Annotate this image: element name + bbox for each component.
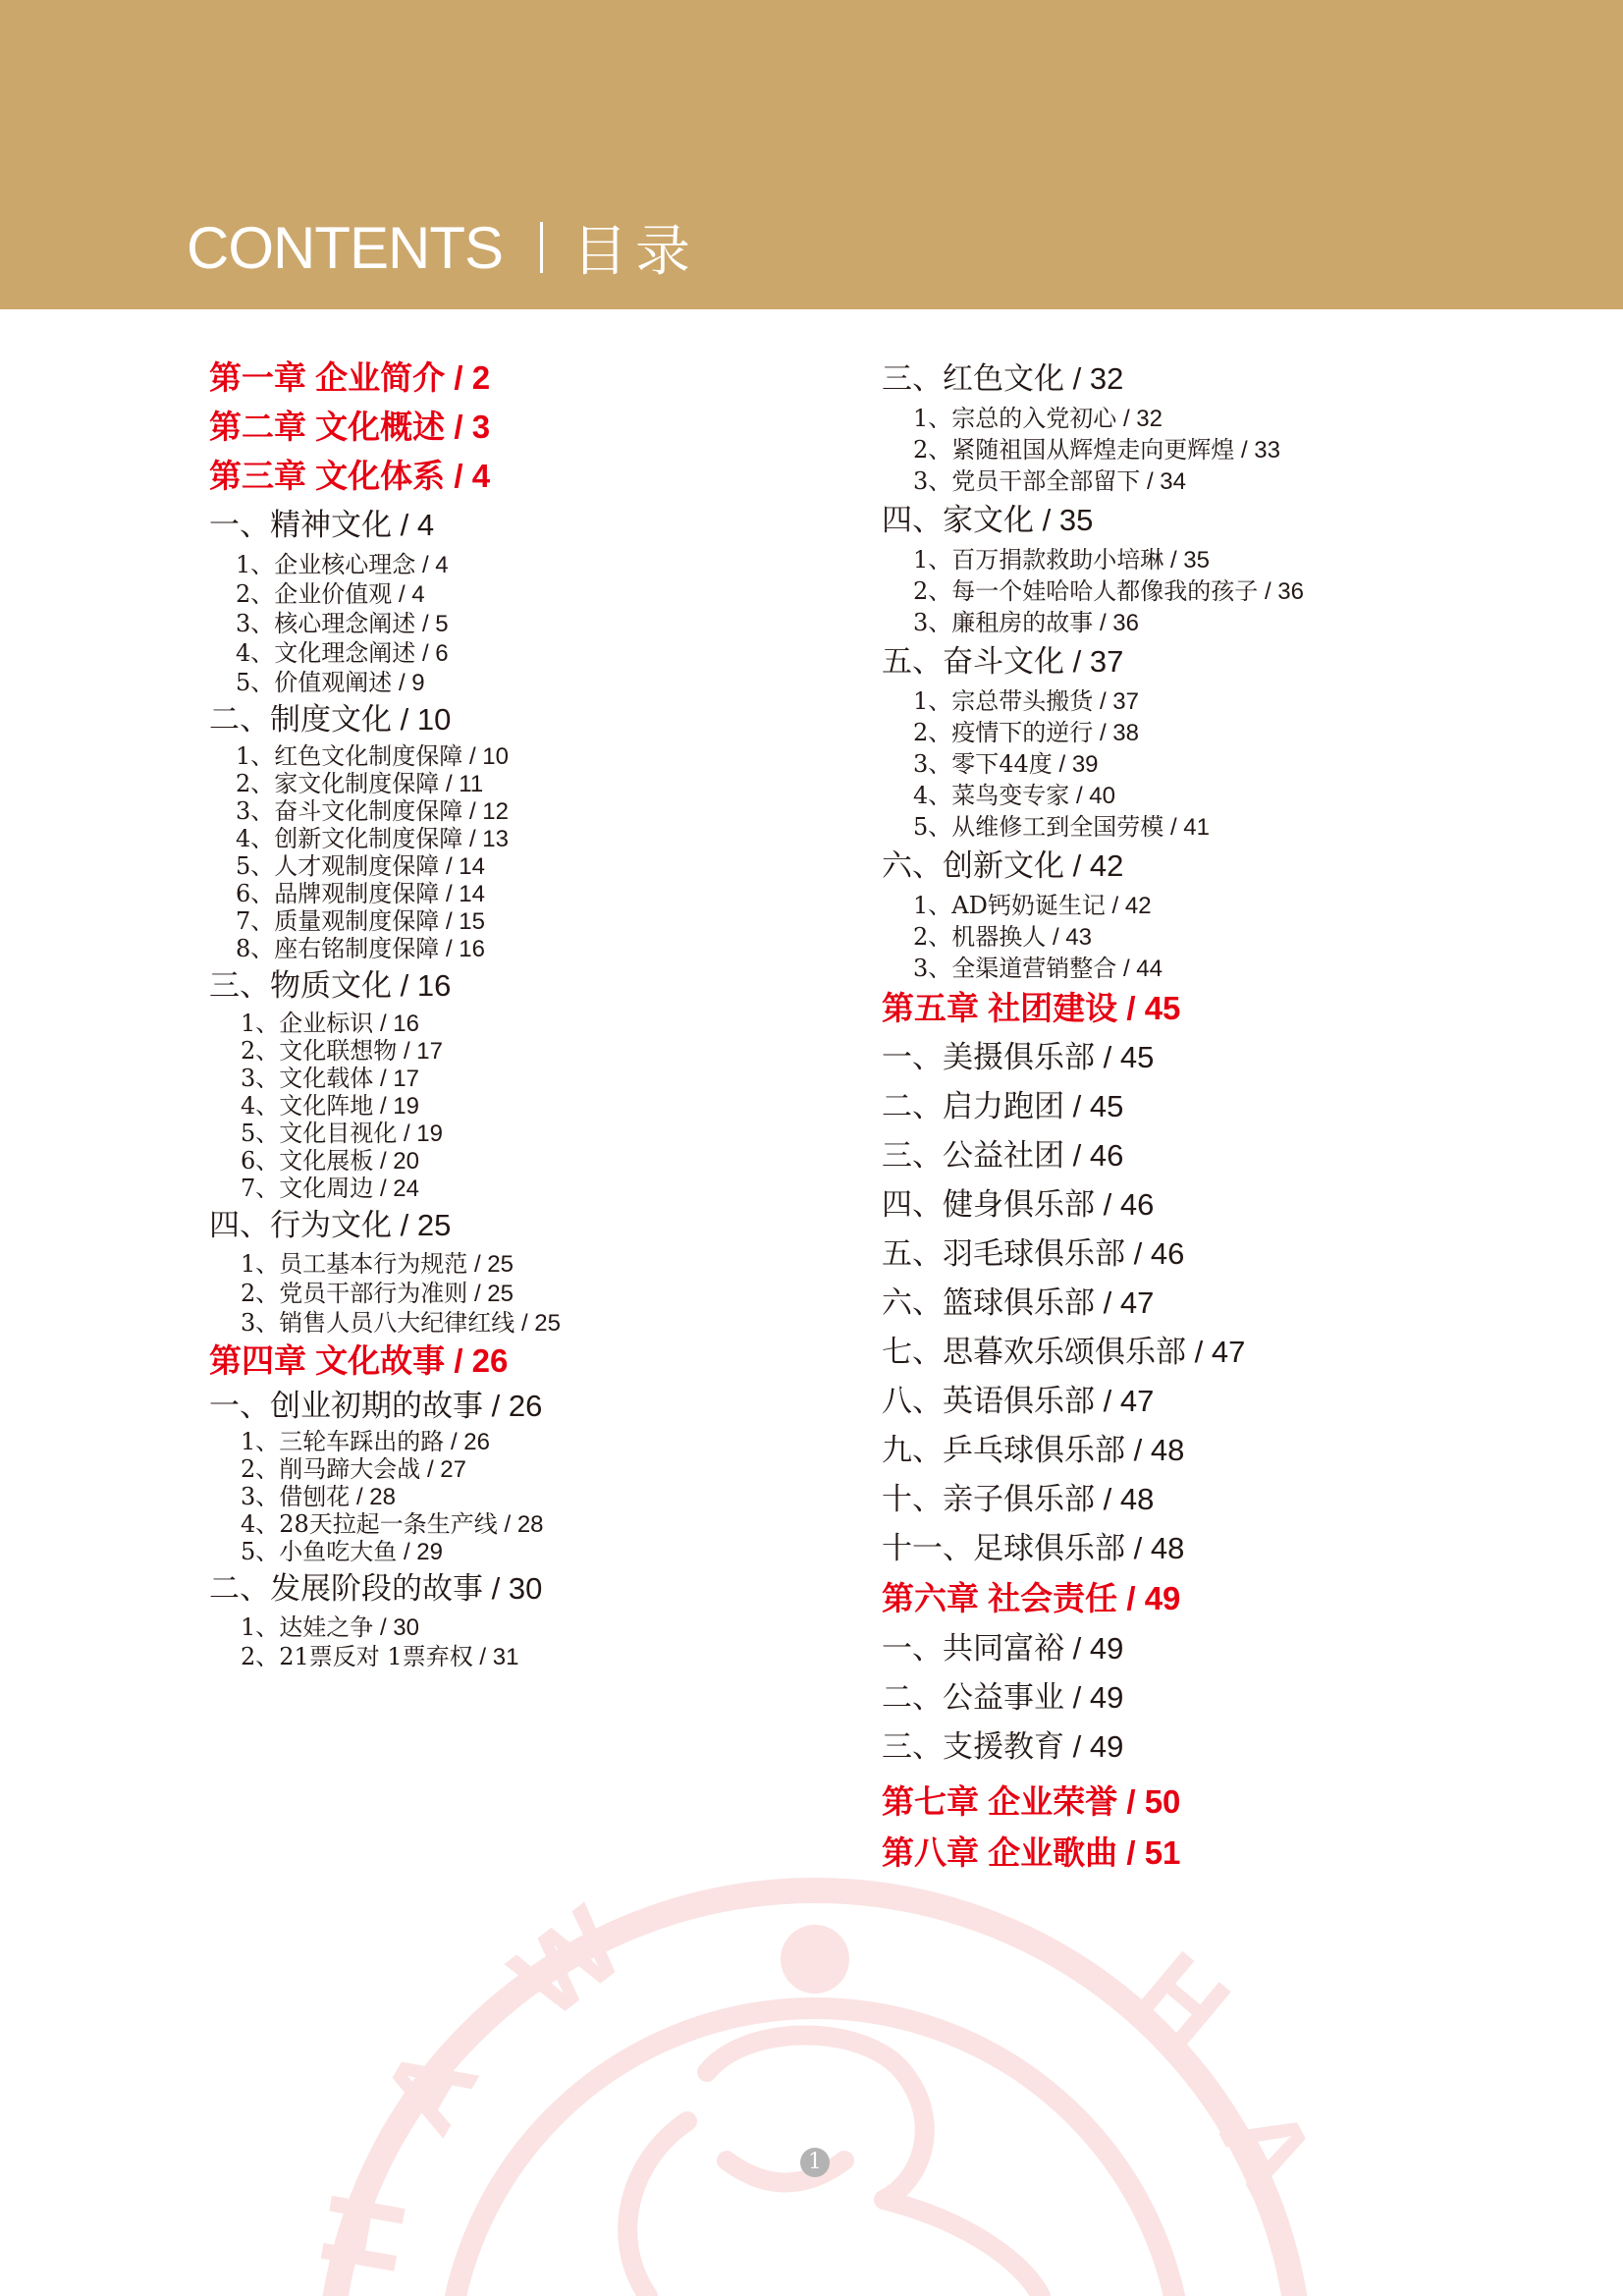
- toc-section[interactable]: 六、创新文化 / 42: [882, 848, 1124, 884]
- toc-chapter[interactable]: 第六章 社会责任 / 49: [882, 1580, 1181, 1616]
- toc-right-column: [882, 355, 1304, 1878]
- toc-item[interactable]: 5、从维修工到全国劳模 / 41: [913, 813, 1210, 841]
- toc-item[interactable]: 2、每一个娃哈哈人都像我的孩子 / 36: [913, 577, 1304, 605]
- toc-item[interactable]: 2、21票反对 1票弃权 / 31: [241, 1643, 519, 1670]
- title-chinese: 目录: [572, 220, 698, 284]
- toc-item[interactable]: 3、党员干部全部留下 / 34: [913, 467, 1186, 495]
- toc-section[interactable]: 一、共同富裕 / 49: [882, 1631, 1124, 1667]
- svg-text:H: H: [297, 2184, 430, 2283]
- toc-section[interactable]: 四、家文化 / 35: [882, 503, 1094, 538]
- toc-section[interactable]: 一、创业初期的故事 / 26: [209, 1389, 543, 1424]
- toc-section[interactable]: 二、制度文化 / 10: [209, 702, 452, 738]
- toc-section[interactable]: 七、思暮欢乐颂俱乐部 / 47: [882, 1335, 1246, 1370]
- title-divider: [540, 222, 543, 273]
- toc-item[interactable]: 2、紧随祖国从辉煌走向更辉煌 / 33: [913, 436, 1280, 464]
- toc-section[interactable]: 五、奋斗文化 / 37: [882, 644, 1124, 680]
- toc-section[interactable]: 三、物质文化 / 16: [209, 968, 452, 1004]
- toc-item[interactable]: 2、文化联想物 / 17: [241, 1037, 443, 1065]
- toc-chapter[interactable]: 第八章 企业歌曲 / 51: [882, 1834, 1181, 1871]
- toc-section[interactable]: 四、行为文化 / 25: [209, 1208, 452, 1243]
- toc-item[interactable]: 6、品牌观制度保障 / 14: [236, 880, 485, 907]
- toc-section[interactable]: 三、公益社团 / 46: [882, 1138, 1124, 1174]
- toc-item[interactable]: 3、奋斗文化制度保障 / 12: [236, 797, 509, 825]
- toc-item[interactable]: 3、文化载体 / 17: [241, 1065, 419, 1092]
- toc-item[interactable]: 4、28天拉起一条生产线 / 28: [241, 1510, 544, 1538]
- title-english: CONTENTS: [187, 214, 503, 281]
- toc-section[interactable]: 十、亲子俱乐部 / 48: [882, 1482, 1155, 1517]
- toc-chapter[interactable]: 第七章 企业荣誉 / 50: [882, 1783, 1181, 1820]
- toc-item[interactable]: 7、质量观制度保障 / 15: [236, 907, 485, 935]
- toc-item[interactable]: 8、座右铭制度保障 / 16: [236, 935, 485, 962]
- toc-item[interactable]: 2、机器换人 / 43: [913, 923, 1092, 951]
- toc-section[interactable]: 九、乒乓球俱乐部 / 48: [882, 1433, 1185, 1468]
- toc-item[interactable]: 1、企业核心理念 / 4: [236, 551, 449, 578]
- toc-chapter[interactable]: 第三章 文化体系 / 4: [209, 458, 491, 494]
- svg-text:A: A: [1196, 2085, 1340, 2212]
- toc-item[interactable]: 1、宗总的入党初心 / 32: [913, 405, 1163, 432]
- toc-item[interactable]: 1、AD钙奶诞生记 / 42: [913, 892, 1152, 919]
- toc-section[interactable]: 四、健身俱乐部 / 46: [882, 1187, 1155, 1223]
- page-number-badge: 1: [800, 2148, 830, 2177]
- page-title: [187, 208, 698, 287]
- toc-item[interactable]: 5、小鱼吃大鱼 / 29: [241, 1538, 443, 1565]
- toc-section[interactable]: 八、英语俱乐部 / 47: [882, 1384, 1155, 1419]
- toc-section[interactable]: 二、启力跑团 / 45: [882, 1089, 1124, 1124]
- toc-item[interactable]: 3、廉租房的故事 / 36: [913, 609, 1139, 636]
- toc-item[interactable]: 2、疫情下的逆行 / 38: [913, 719, 1139, 746]
- toc-item[interactable]: 4、文化理念阐述 / 6: [236, 639, 449, 667]
- toc-item[interactable]: 4、菜鸟变专家 / 40: [913, 782, 1115, 809]
- toc-chapter[interactable]: 第五章 社团建设 / 45: [882, 990, 1181, 1026]
- toc-section[interactable]: 一、美摄俱乐部 / 45: [882, 1040, 1155, 1075]
- toc-item[interactable]: 1、宗总带头搬货 / 37: [913, 687, 1139, 715]
- header-band: [0, 0, 1623, 309]
- toc-item[interactable]: 4、文化阵地 / 19: [241, 1092, 419, 1120]
- toc-item[interactable]: 7、文化周边 / 24: [241, 1175, 419, 1202]
- toc-section[interactable]: 三、支援教育 / 49: [882, 1729, 1124, 1765]
- toc-section[interactable]: 一、精神文化 / 4: [209, 508, 435, 543]
- svg-text:A: A: [357, 2024, 502, 2153]
- toc-section[interactable]: 二、发展阶段的故事 / 30: [209, 1571, 543, 1607]
- toc-left-column: [209, 354, 561, 1671]
- toc-section[interactable]: 六、篮球俱乐部 / 47: [882, 1285, 1155, 1321]
- toc-section[interactable]: 五、羽毛球俱乐部 / 46: [882, 1236, 1185, 1272]
- toc-item[interactable]: 1、企业标识 / 16: [241, 1010, 419, 1037]
- toc-item[interactable]: 3、销售人员八大纪律红线 / 25: [241, 1309, 561, 1337]
- toc-item[interactable]: 1、达娃之争 / 30: [241, 1613, 419, 1641]
- toc-section[interactable]: 十一、足球俱乐部 / 48: [882, 1531, 1185, 1566]
- toc-item[interactable]: 2、削马蹄大会战 / 27: [241, 1455, 466, 1483]
- toc-chapter[interactable]: 第四章 文化故事 / 26: [209, 1342, 509, 1379]
- toc-chapter[interactable]: 第一章 企业简介 / 2: [209, 359, 491, 396]
- toc-item[interactable]: 2、家文化制度保障 / 11: [236, 770, 484, 797]
- toc-section[interactable]: 二、公益事业 / 49: [882, 1680, 1124, 1716]
- toc-item[interactable]: 3、借刨花 / 28: [241, 1483, 396, 1510]
- toc-item[interactable]: 4、创新文化制度保障 / 13: [236, 825, 509, 852]
- toc-item[interactable]: 5、人才观制度保障 / 14: [236, 852, 485, 880]
- toc-item[interactable]: 3、核心理念阐述 / 5: [236, 610, 449, 637]
- toc-item[interactable]: 3、全渠道营销整合 / 44: [913, 955, 1163, 982]
- toc-item[interactable]: 2、企业价值观 / 4: [236, 580, 425, 608]
- toc-item[interactable]: 5、文化目视化 / 19: [241, 1120, 443, 1147]
- toc-item[interactable]: 1、员工基本行为规范 / 25: [241, 1250, 514, 1278]
- toc-item[interactable]: 6、文化展板 / 20: [241, 1147, 419, 1175]
- toc-item[interactable]: 1、三轮车踩出的路 / 26: [241, 1428, 490, 1455]
- toc-item[interactable]: 5、价值观阐述 / 9: [236, 669, 425, 696]
- toc-item[interactable]: 2、党员干部行为准则 / 25: [241, 1280, 514, 1307]
- svg-text:H: H: [1113, 1929, 1252, 2072]
- svg-text:W: W: [490, 1884, 645, 2042]
- toc-section[interactable]: 三、红色文化 / 32: [882, 361, 1124, 397]
- toc-item[interactable]: 1、百万捐款救助小培琳 / 35: [913, 546, 1210, 574]
- toc-chapter[interactable]: 第二章 文化概述 / 3: [209, 409, 491, 445]
- toc-item[interactable]: 1、红色文化制度保障 / 10: [236, 742, 509, 770]
- toc-item[interactable]: 3、零下44度 / 39: [913, 750, 1099, 778]
